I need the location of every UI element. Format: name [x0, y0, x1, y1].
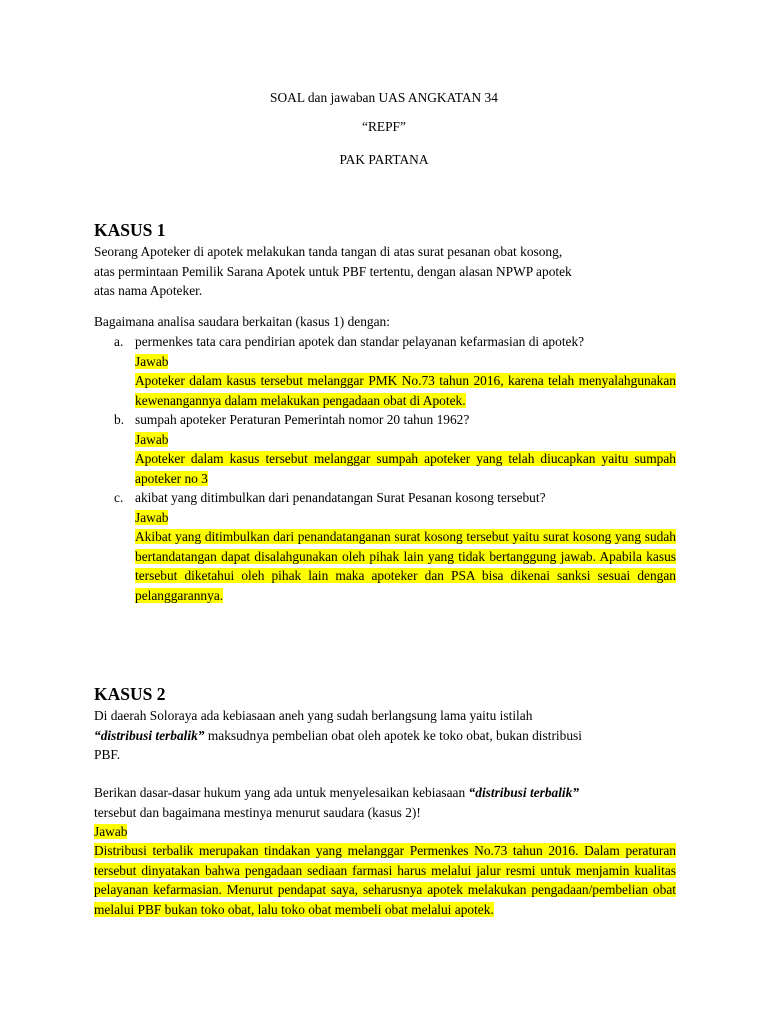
answer-label: Jawab: [135, 353, 169, 369]
list-marker: b.: [114, 412, 125, 427]
answer-text: Distribusi terbalik merupakan tindakan yang melanggar Permenkes No.73 tahun 2016. Dalam peraturan tersebut dinyatakan bahwa pengadaan sediaan farmasi harus melalui jalur resmi untuk menjamin kualitas pelayanan kefarmasian. Menurut pendapat saya, seharusnya apotek melakukan pengadaan/pembelian obat melalui PBF bukan toko obat, lalu toko obat membeli obat melalui apotek.: [94, 843, 676, 917]
kasus2-question-part1: Berikan dasar-dasar hukum yang ada untuk menyelesaikan kebiasaan: [94, 785, 469, 800]
kasus2-answer-label-row: [94, 822, 654, 842]
question-text: sumpah apoteker Peraturan Pemerintah nomor 20 tahun 1962?: [135, 412, 470, 427]
question-text: permenkes tata cara pendirian apotek dan standar pelayanan kefarmasian di apotek?: [135, 334, 585, 349]
kasus1-intro-line: atas permintaan Pemilik Sarana Apotek untuk PBF tertentu, dengan alasan NPWP apotek: [94, 263, 572, 279]
kasus2-answer: [94, 841, 676, 919]
kasus2-intro-rest: maksudnya pembelian obat oleh apotek ke toko obat, bukan distribusi: [204, 727, 582, 743]
term-distribusi-terbalik: “distribusi terbalik”: [468, 785, 580, 800]
answer-label: Jawab: [94, 824, 128, 839]
answer-text: Akibat yang ditimbulkan dari penandatanganan surat kosong tersebut yaitu surat kosong yang sudah bertandatangan dapat disalahgunakan oleh pihak lain yang tidak bertanggung jawab. Apabila kasus tersebut diketahui oleh pihak lain maka apoteker dan PSA bisa dikenai sanksi sesuai dengan pelanggarannya.: [135, 529, 676, 603]
list-marker: c.: [114, 490, 124, 505]
list-item: [94, 488, 676, 605]
answer-text: Apoteker dalam kasus tersebut melanggar PMK No.73 tahun 2016, karena telah menyalahgunakan kewenangannya dalam melakukan pengadaan obat di Apotek.: [135, 373, 676, 408]
kasus2-intro: [94, 706, 674, 765]
kasus2-question-line: tersebut dan bagaimana mestinya menurut saudara (kasus 2)!: [94, 804, 421, 820]
document-title: SOAL dan jawaban UAS ANGKATAN 34: [270, 90, 498, 105]
document-lecturer: PAK PARTANA: [339, 152, 429, 167]
kasus2-question-line: [94, 783, 684, 803]
answer-label: Jawab: [135, 431, 169, 447]
kasus1-heading: KASUS 1: [94, 220, 166, 240]
kasus1-intro-line: atas nama Apoteker.: [94, 283, 203, 298]
list-item: [94, 332, 676, 410]
term-distribusi-terbalik: “distribusi terbalik”: [94, 727, 205, 743]
question-text: akibat yang ditimbulkan dari penandatangan Surat Pesanan kosong tersebut?: [135, 490, 546, 505]
kasus2-intro-line: Di daerah Soloraya ada kebiasaan aneh yang sudah berlangsung lama yaitu istilah: [94, 708, 533, 723]
answer-label: Jawab: [135, 509, 169, 525]
kasus2-question: [94, 783, 684, 822]
kasus1-intro-line: Seorang Apoteker di apotek melakukan tanda tangan di atas surat pesanan obat kosong,: [94, 244, 563, 259]
answer-text: Apoteker dalam kasus tersebut melanggar sumpah apoteker yang telah diucapkan yaitu sumpah apoteker no 3: [135, 451, 676, 486]
kasus2-intro-line: PBF.: [94, 747, 121, 762]
kasus1-question-lead: Bagaimana analisa saudara berkaitan (kasus 1) dengan:: [94, 314, 390, 329]
kasus1-intro: [94, 242, 654, 301]
list-item: [94, 410, 676, 488]
kasus1-question-list: [94, 332, 676, 605]
kasus2-intro-line: [94, 726, 674, 746]
list-marker: a.: [114, 334, 124, 349]
document-subtitle: “REPF”: [362, 119, 406, 134]
kasus2-heading: KASUS 2: [94, 684, 166, 704]
